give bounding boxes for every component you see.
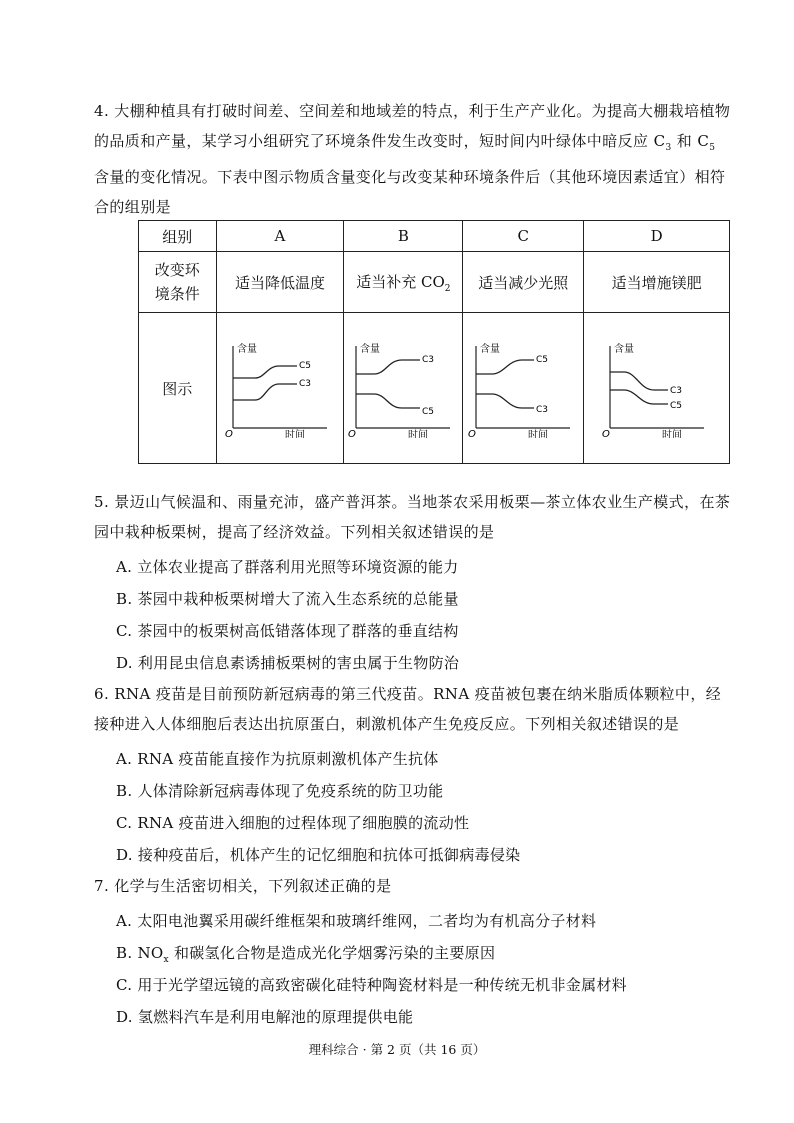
header-label: 组别 (139, 221, 217, 252)
graph-c (468, 338, 578, 438)
graph-b (348, 338, 458, 438)
figure-label: 图示 (139, 313, 217, 464)
graph-d (602, 338, 712, 438)
condition-b: 适当补充 $CO_2$ (344, 252, 463, 313)
curve-lower (476, 394, 534, 408)
origin-label: O (348, 429, 357, 438)
series-label-upper: C5 (298, 361, 311, 371)
question-6-option-b: B. 人体清除新冠病毒体现了免疫系统的防卫功能 (116, 782, 444, 800)
column-b: B (344, 221, 463, 252)
y-axis-label: 含量 (360, 344, 381, 355)
origin-label: O (468, 429, 477, 438)
question-6-option-d: D. 接种疫苗后，机体产生的记忆细胞和抗体可抵御病毒侵染 (116, 846, 521, 864)
condition-c: 适当减少光照 (463, 252, 584, 313)
series-label-upper: C5 (536, 355, 549, 365)
graph-cell-d (584, 313, 730, 464)
origin-label: O (224, 429, 233, 438)
curve-lower (356, 394, 420, 408)
question-5-option-d: D. 利用昆虫信息素诱捕板栗树的害虫属于生物防治 (116, 654, 460, 672)
condition-a: 适当降低温度 (216, 252, 344, 313)
question-7-stem: 7. 化学与生活密切相关，下列叙述正确的是 (94, 877, 392, 895)
table-header-row (139, 221, 730, 252)
graph-a (225, 338, 335, 438)
table-condition-row (139, 252, 730, 313)
curve-upper (233, 366, 297, 378)
x-axis-label: 时间 (408, 430, 429, 438)
question-7-option-c: C. 用于光学望远镜的高致密碳化硅特种陶瓷材料是一种传统无机非金属材料 (116, 976, 627, 994)
y-axis-label: 含量 (236, 344, 257, 355)
x-axis-label: 时间 (528, 430, 549, 438)
question-5-stem: 5. 景迈山气候温和、雨量充沛，盛产普洱茶。当地茶农采用板栗—茶立体农业生产模式，在茶园中栽种板栗树，提高了经济效益。下列相关叙述错误的是 (94, 493, 731, 541)
question-5-option-c: C. 茶园中的板栗树高低错落体现了群落的垂直结构 (116, 622, 459, 640)
y-axis-label: 含量 (480, 344, 501, 355)
question-6-stem: 6. RNA 疫苗是目前预防新冠病毒的第三代疫苗。RNA 疫苗被包裹在纳米脂质体颗粒中，经接种进入人体细胞后表达出抗原蛋白，刺激机体产生免疫反应。下列相关叙述错误的是 (94, 685, 722, 733)
curve-upper (476, 360, 534, 374)
x-axis-label: 时间 (661, 430, 682, 438)
column-c: C (463, 221, 584, 252)
series-label-lower: C5 (669, 401, 682, 411)
question-7-option-b: B. $NO_x$ 和碳氢化合物是造成光化学烟雾污染的主要原因 (116, 944, 496, 965)
series-label-lower: C3 (298, 379, 311, 389)
question-4-stem: 4. 大棚种植具有打破时间差、空间差和地域差的特点，利于生产产业化。为提高大棚栽培植物的品质和产量，某学习小组研究了环境条件发生改变时，短时间内叶绿体中暗反应 $C_3$ 和 $C_5$ 含量的变化情况。下表中图示物质含量变化与改变某种环境条件后（其他环境因素适宜）相符合的组别是 (94, 102, 731, 216)
origin-label: O (601, 429, 610, 438)
question-7-option-d: D. 氢燃料汽车是利用电解池的原理提供电能 (116, 1008, 414, 1026)
graph-cell-a (216, 313, 344, 464)
question-5-option-b: B. 茶园中栽种板栗树增大了流入生态系统的总能量 (116, 590, 459, 608)
page-footer: 理科综合 · 第 2 页（共 16 页） (308, 1042, 486, 1057)
question-6-option-a: A. RNA 疫苗能直接作为抗原刺激机体产生抗体 (116, 750, 439, 768)
y-axis-label: 含量 (613, 344, 634, 355)
table-figure-row (139, 313, 730, 464)
graph-cell-b (344, 313, 463, 464)
curve-upper (356, 360, 420, 374)
column-d: D (584, 221, 730, 252)
series-label-lower: C3 (536, 405, 549, 415)
question-6-option-c: C. RNA 疫苗进入细胞的过程体现了细胞膜的流动性 (116, 814, 470, 832)
x-axis-label: 时间 (284, 430, 305, 438)
column-a: A (216, 221, 344, 252)
question-7-option-a: A. 太阳电池翼采用碳纤维框架和玻璃纤维网，二者均为有机高分子材料 (116, 912, 597, 930)
curve-lower (610, 390, 668, 404)
curve-lower (233, 384, 297, 400)
condition-label: 改变环 境条件 (139, 252, 217, 313)
series-label-upper: C3 (669, 386, 682, 396)
question-5-option-a: A. 立体农业提高了群落利用光照等环境资源的能力 (116, 558, 459, 576)
condition-d: 适当增施镁肥 (584, 252, 730, 313)
series-label-lower: C5 (422, 407, 435, 417)
curve-upper (610, 372, 668, 390)
series-label-upper: C3 (422, 355, 435, 365)
graph-cell-c (463, 313, 584, 464)
question-4-table (138, 220, 730, 464)
